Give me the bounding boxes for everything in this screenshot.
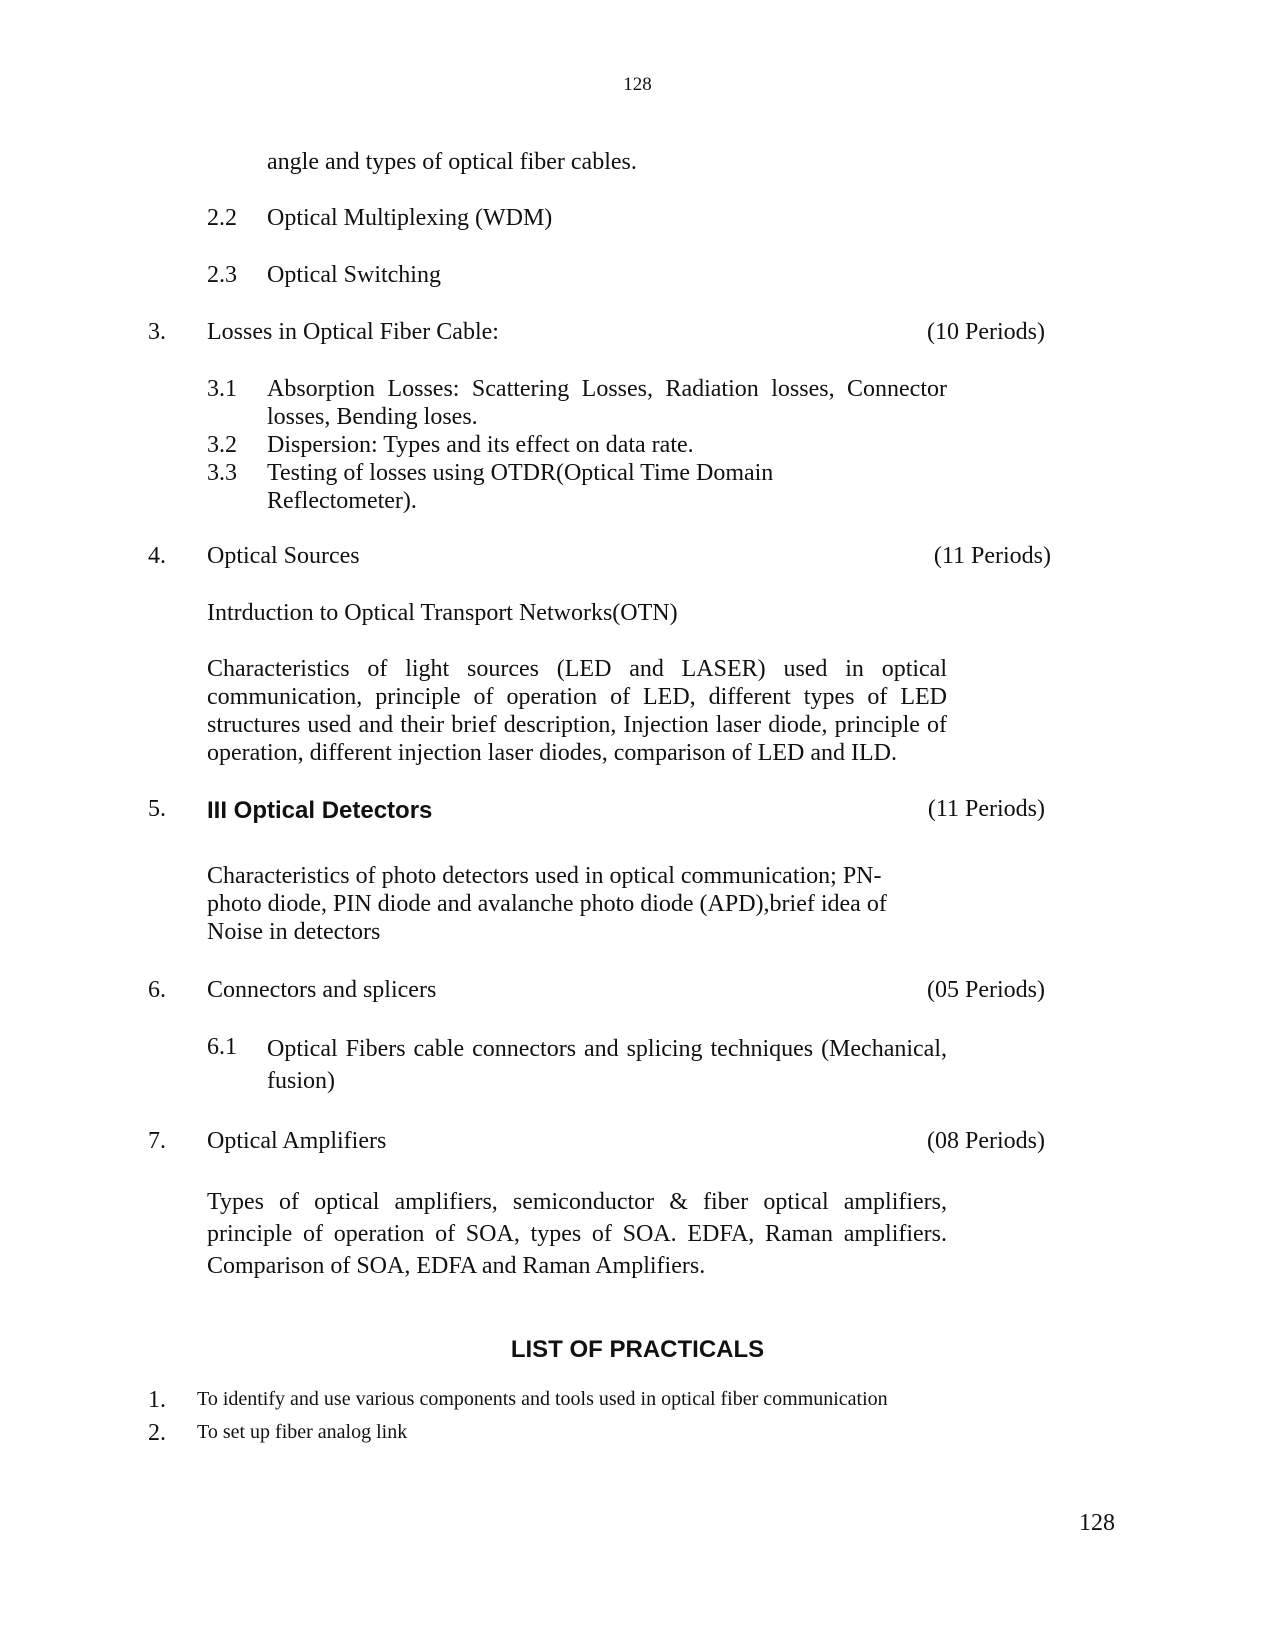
section-text: Optical Multiplexing (WDM) xyxy=(267,205,553,231)
unit-body-line2: photo diode, PIN diode and avalanche photo diode (APD),brief idea of xyxy=(207,891,887,917)
section-number: 2.3 xyxy=(207,262,237,288)
section-text: Absorption Losses: Scattering Losses, Radiation losses, Connector losses, Bending loses. xyxy=(267,376,947,430)
unit-title: Losses in Optical Fiber Cable: xyxy=(207,319,499,345)
section-text: Optical Fibers cable connectors and splicing techniques (Mechanical, fusion) xyxy=(267,1036,947,1094)
unit-number: 7. xyxy=(148,1128,166,1154)
section-number: 3.1 xyxy=(207,376,237,402)
unit-title: III Optical Detectors xyxy=(207,797,433,824)
unit-body: Types of optical amplifiers, semiconductor & fiber optical amplifiers, principle of operation of SOA, types of SOA. EDFA, Raman amplifiers. Comparison of SOA, EDFA and Raman Amplifiers. xyxy=(207,1189,947,1279)
unit-periods: (10 Periods) xyxy=(927,319,1045,345)
unit-title: Connectors and splicers xyxy=(207,977,437,1003)
unit-title: Optical Amplifiers xyxy=(207,1128,387,1154)
unit-periods: (08 Periods) xyxy=(927,1128,1045,1154)
section-number: 3.2 xyxy=(207,432,237,458)
unit-number: 5. xyxy=(148,796,166,822)
unit-number: 6. xyxy=(148,977,166,1003)
unit-number: 3. xyxy=(148,319,166,345)
page-number-top: 128 xyxy=(623,74,652,95)
section-number: 6.1 xyxy=(207,1034,237,1060)
unit-body-line3: Noise in detectors xyxy=(207,919,381,945)
unit-periods: (11 Periods) xyxy=(927,796,1045,822)
page-number-bottom: 128 xyxy=(1079,1510,1115,1536)
practical-text: To identify and use various components and tools used in optical fiber communication xyxy=(197,1388,888,1410)
section-text: Optical Switching xyxy=(267,262,441,288)
intro-line: angle and types of optical fiber cables. xyxy=(267,149,637,175)
unit-intro: Intrduction to Optical Transport Networks(OTN) xyxy=(207,600,678,626)
unit-title: Optical Sources xyxy=(207,543,360,569)
unit-periods: (05 Periods) xyxy=(927,977,1045,1003)
section-number: 2.2 xyxy=(207,205,237,231)
unit-periods: (11 Periods) xyxy=(933,543,1051,569)
section-number: 3.3 xyxy=(207,460,237,486)
section-text-line1: Testing of losses using OTDR(Optical Time Domain xyxy=(267,460,774,486)
practical-number: 2. xyxy=(148,1420,166,1446)
unit-body-line1: Characteristics of photo detectors used in optical communication; PN- xyxy=(207,863,882,889)
section-text-line2: Reflectometer). xyxy=(267,488,417,514)
practical-number: 1. xyxy=(148,1387,166,1413)
section-text: Dispersion: Types and its effect on data rate. xyxy=(267,432,694,458)
practical-text: To set up fiber analog link xyxy=(197,1421,408,1443)
unit-body: Characteristics of light sources (LED and LASER) used in optical communication, principle of operation of LED, different types of LED structures used and their brief description, Injection laser diode, principle of operation, different injection laser diodes, comparison of LED and ILD. xyxy=(207,656,947,766)
practicals-heading: LIST OF PRACTICALS xyxy=(510,1336,765,1363)
unit-number: 4. xyxy=(148,543,166,569)
